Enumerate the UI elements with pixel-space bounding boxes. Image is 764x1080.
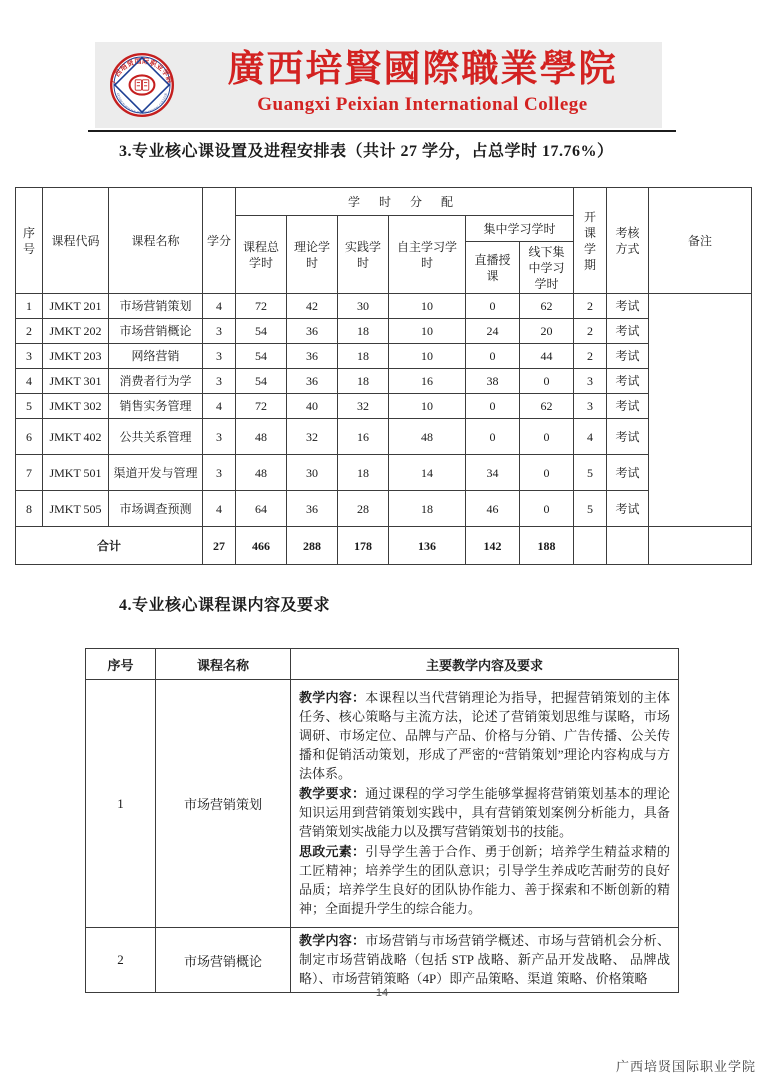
cell-remark (649, 294, 752, 527)
col-header-offline: 线下集中学习学时 (520, 242, 574, 294)
cell-assess: 考试 (607, 344, 649, 369)
cell-offline: 20 (520, 319, 574, 344)
cell-total: 72 (236, 294, 287, 319)
cell-live: 38 (466, 369, 520, 394)
col-header-no: 序号 (16, 188, 43, 294)
cell-self: 10 (389, 394, 466, 419)
col-header-hours-group: 学 时 分 配 (236, 188, 574, 216)
cell-term: 3 (574, 394, 607, 419)
cell-self: 10 (389, 319, 466, 344)
cell-credit: 4 (203, 394, 236, 419)
cell-credit: 4 (203, 294, 236, 319)
cell-course: 市场营销概论 (156, 928, 291, 993)
table-row (16, 394, 752, 419)
col-header-no: 序号 (86, 649, 156, 680)
content-paragraph: 教学要求：通过课程的学习学生能够掌握将营销策划基本的理论知识运用到营销策划实践中，具有营销策划案例分析能力，具备营销策划实战能力以及撰写营销策划书的技能。 (299, 786, 670, 839)
college-name-cn: 廣西培賢國際職業學院 (227, 49, 618, 90)
cell-self: 16 (389, 369, 466, 394)
cell-content (291, 928, 679, 993)
footer-college-name: 广西培贤国际职业学院 (615, 1059, 756, 1074)
cell-code: JMKT 301 (43, 369, 109, 394)
cell-live: 34 (466, 455, 520, 491)
cell-name: 渠道开发与管理 (109, 455, 203, 491)
cell-no: 1 (16, 294, 43, 319)
cell-live: 0 (466, 394, 520, 419)
col-header-name: 课程名称 (109, 188, 203, 294)
cell-offline: 0 (520, 369, 574, 394)
college-logo-icon (102, 45, 182, 125)
cell-code: JMKT 201 (43, 294, 109, 319)
table-row (16, 455, 752, 491)
cell-theory-total: 288 (287, 527, 338, 565)
cell-assess: 考试 (607, 394, 649, 419)
cell-live: 0 (466, 419, 520, 455)
table-row (16, 369, 752, 394)
col-header-assess: 考核方式 (607, 188, 649, 294)
col-header-concentrated-hours: 集中学习学时 (466, 216, 574, 242)
table-row (16, 344, 752, 369)
cell-practice: 18 (338, 369, 389, 394)
cell-no: 8 (16, 491, 43, 527)
cell-offline: 0 (520, 491, 574, 527)
cell-name: 销售实务管理 (109, 394, 203, 419)
course-schedule-table (15, 187, 752, 565)
book-icon (135, 80, 149, 90)
col-header-course: 课程名称 (156, 649, 291, 680)
cell-no: 2 (16, 319, 43, 344)
cell-no: 1 (86, 680, 156, 928)
cell-offline: 44 (520, 344, 574, 369)
cell-theory: 36 (287, 491, 338, 527)
table-row (86, 928, 679, 993)
cell-self: 14 (389, 455, 466, 491)
cell-practice: 28 (338, 491, 389, 527)
cell-no: 2 (86, 928, 156, 993)
cell-total: 48 (236, 455, 287, 491)
col-header-practice-hours: 实践学时 (338, 216, 389, 294)
cell-live: 24 (466, 319, 520, 344)
table-row (16, 319, 752, 344)
table-header-row (86, 649, 679, 680)
cell-practice: 18 (338, 319, 389, 344)
svg-text:广西培贤国际职业学院: 广西培贤国际职业学院 (110, 58, 174, 85)
cell-theory: 42 (287, 294, 338, 319)
cell-no: 3 (16, 344, 43, 369)
cell-theory: 30 (287, 455, 338, 491)
cell-assess: 考试 (607, 369, 649, 394)
cell-theory: 36 (287, 319, 338, 344)
cell-credit: 3 (203, 319, 236, 344)
content-paragraph: 教学内容：市场营销与市场营销学概述、市场与营销机会分析、制定市场营销战略（包括 STP 战略、新产品开发战略、 品牌战略）、市场营销策略（4P）即产品策略、渠道 策略、价格策略 (299, 933, 670, 986)
section3-title: 3.专业核心课设置及进程安排表（共计 27 学分，占总学时 17.76%） (119, 143, 614, 160)
cell-no: 5 (16, 394, 43, 419)
cell-total: 54 (236, 369, 287, 394)
col-header-credit: 学分 (203, 188, 236, 294)
cell-practice: 30 (338, 294, 389, 319)
cell-theory: 32 (287, 419, 338, 455)
section4-title: 4.专业核心课程课内容及要求 (119, 597, 331, 614)
cell-code: JMKT 402 (43, 419, 109, 455)
cell-total: 64 (236, 491, 287, 527)
cell-term: 2 (574, 294, 607, 319)
cell-credit: 4 (203, 491, 236, 527)
header-divider (88, 130, 676, 132)
cell-assess: 考试 (607, 491, 649, 527)
cell-live-total: 142 (466, 527, 520, 565)
college-names (190, 47, 655, 117)
table-row (16, 491, 752, 527)
cell-term: 2 (574, 344, 607, 369)
cell-practice: 18 (338, 344, 389, 369)
cell-name: 网络营销 (109, 344, 203, 369)
cell-name: 消费者行为学 (109, 369, 203, 394)
cell-offline-total: 188 (520, 527, 574, 565)
cell-theory: 36 (287, 344, 338, 369)
col-header-total-hours: 课程总学时 (236, 216, 287, 294)
col-header-theory-hours: 理论学时 (287, 216, 338, 294)
cell-term: 3 (574, 369, 607, 394)
cell-self: 10 (389, 294, 466, 319)
cell-code: JMKT 501 (43, 455, 109, 491)
cell-name: 公共关系管理 (109, 419, 203, 455)
cell-name: 市场调查预测 (109, 491, 203, 527)
col-header-content: 主要教学内容及要求 (291, 649, 679, 680)
cell-credit-total: 27 (203, 527, 236, 565)
cell-live: 0 (466, 344, 520, 369)
cell-practice: 32 (338, 394, 389, 419)
cell-credit: 3 (203, 455, 236, 491)
cell-content (291, 680, 679, 928)
cell-total: 48 (236, 419, 287, 455)
page-number: 14 (375, 987, 389, 999)
cell-self: 18 (389, 491, 466, 527)
cell-total: 54 (236, 344, 287, 369)
cell-course: 市场营销策划 (156, 680, 291, 928)
cell-code: JMKT 505 (43, 491, 109, 527)
cell-term: 5 (574, 491, 607, 527)
cell-remark-empty (649, 527, 752, 565)
course-content-table (85, 648, 679, 993)
cell-practice: 16 (338, 419, 389, 455)
cell-theory: 36 (287, 369, 338, 394)
cell-term: 4 (574, 419, 607, 455)
cell-no: 7 (16, 455, 43, 491)
cell-offline: 0 (520, 455, 574, 491)
cell-assess-empty (607, 527, 649, 565)
cell-assess: 考试 (607, 319, 649, 344)
cell-total: 54 (236, 319, 287, 344)
cell-self: 48 (389, 419, 466, 455)
content-paragraph: 思政元素：引导学生善于合作、勇于创新；培养学生精益求精的工匠精神；培养学生的团队意识；引导学生养成吃苦耐劳的良好品质；培养学生良好的团队协作能力、善于探索和不断创新的精神；全面提升学生的综合能力。 (299, 844, 670, 916)
table-header-row (16, 188, 752, 216)
cell-self: 10 (389, 344, 466, 369)
cell-term: 2 (574, 319, 607, 344)
col-header-live: 直播授课 (466, 242, 520, 294)
cell-assess: 考试 (607, 294, 649, 319)
header-band (95, 42, 662, 128)
svg-text:GUANGXI PEIXIAN INTERNATIONAL: GUANGXI PEIXIAN INTERNATIONAL COLLEGE (115, 92, 169, 115)
cell-assess: 考试 (607, 419, 649, 455)
cell-no: 4 (16, 369, 43, 394)
table-row (86, 680, 679, 928)
cell-credit: 3 (203, 419, 236, 455)
cell-assess: 考试 (607, 455, 649, 491)
cell-offline: 62 (520, 394, 574, 419)
cell-offline: 62 (520, 294, 574, 319)
cell-term-empty (574, 527, 607, 565)
content-paragraph: 教学内容：本课程以当代营销理论为指导，把握营销策划的主体任务、核心策略与主流方法，论述了营销策划思维与谋略，市场调研、市场定位、品牌与产品、价格与分销、广告传播、公关传播和促销活动策划，形成了严密的“营销策划”理论内容构成与方法体系。 (299, 690, 670, 781)
cell-code: JMKT 202 (43, 319, 109, 344)
cell-no: 6 (16, 419, 43, 455)
cell-self-total: 136 (389, 527, 466, 565)
cell-name: 市场营销策划 (109, 294, 203, 319)
col-header-code: 课程代码 (43, 188, 109, 294)
col-header-term: 开课学期 (574, 188, 607, 294)
cell-code: JMKT 302 (43, 394, 109, 419)
cell-live: 0 (466, 294, 520, 319)
college-name-en: Guangxi Peixian International College (257, 94, 588, 115)
cell-total-label: 合计 (16, 527, 203, 565)
cell-name: 市场营销概论 (109, 319, 203, 344)
cell-practice: 18 (338, 455, 389, 491)
cell-term: 5 (574, 455, 607, 491)
cell-code: JMKT 203 (43, 344, 109, 369)
table-row (16, 294, 752, 319)
cell-total: 72 (236, 394, 287, 419)
table-row (16, 419, 752, 455)
cell-total-hours-total: 466 (236, 527, 287, 565)
cell-credit: 3 (203, 369, 236, 394)
cell-offline: 0 (520, 419, 574, 455)
cell-credit: 3 (203, 344, 236, 369)
total-row (16, 527, 752, 565)
cell-theory: 40 (287, 394, 338, 419)
col-header-remark: 备注 (649, 188, 752, 294)
col-header-self-study-hours: 自主学习学时 (389, 216, 466, 294)
cell-live: 46 (466, 491, 520, 527)
cell-practice-total: 178 (338, 527, 389, 565)
